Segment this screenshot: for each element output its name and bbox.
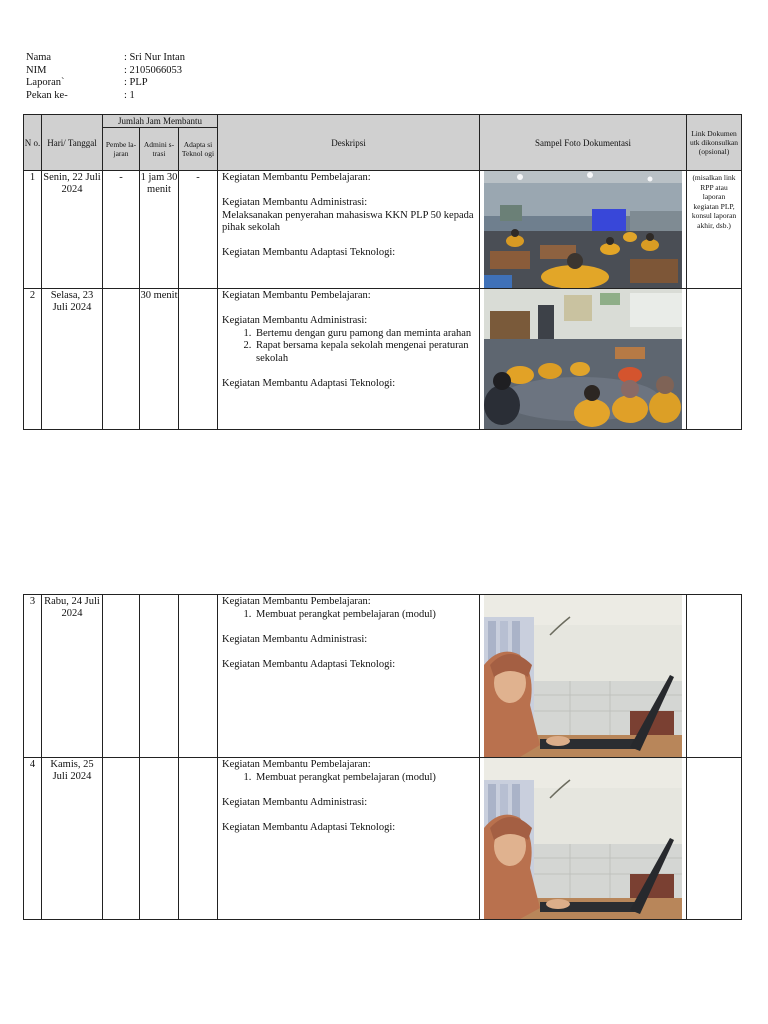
pembelajaran-title: Kegiatan Membantu Pembelajaran: [222, 290, 371, 301]
row-deskripsi [218, 171, 480, 289]
col-header-administrasi: Admini s-trasi [140, 128, 179, 171]
classroom-photo [480, 171, 686, 288]
photo-cell [480, 289, 687, 430]
list-item: 2. Rapat bersama kepala sekolah mengenai peraturan sekolah [254, 340, 475, 365]
col-header-deskripsi: Deskripsi [218, 115, 480, 171]
administrasi-title: Kegiatan Membantu Administrasi: [222, 796, 368, 808]
activity-table-page1 [23, 114, 742, 430]
administrasi-text: Melaksanakan penyerahan mahasiswa KKN PLP 50 kepada pihak sekolah [222, 209, 474, 233]
student-info [26, 52, 185, 102]
row-pembelajaran: - [103, 171, 140, 289]
row-hari: Selasa, 23 Juli 2024 [42, 289, 103, 430]
row-deskripsi [218, 758, 480, 920]
teknologi-title: Kegiatan Membantu Adaptasi Teknologi: [222, 658, 396, 670]
pekan-label: Pekan ke- [26, 89, 68, 101]
pembelajaran-list [222, 772, 475, 785]
nim-label: NIM [26, 64, 47, 76]
row-no: 3 [24, 595, 42, 758]
pembelajaran-title: Kegiatan Membantu Pembelajaran: [222, 596, 371, 607]
link-cell [687, 595, 742, 758]
list-item: 1. Membuat perangkat pembelajaran (modul) [254, 772, 475, 785]
administrasi-title: Kegiatan Membantu Administrasi: [222, 315, 368, 326]
list-item: 1. Bertemu dengan guru pamong dan meminta arahan [254, 328, 475, 341]
activity-table-page2 [23, 594, 742, 920]
teknologi-title: Kegiatan Membantu Adaptasi Teknologi: [222, 247, 396, 258]
row-no: 1 [24, 171, 42, 289]
nama-label: Nama [26, 52, 52, 63]
row-adaptasi [179, 289, 218, 430]
row-administrasi [140, 758, 179, 920]
row-pembelajaran [103, 289, 140, 430]
nama-value: : Sri Nur Intan [124, 52, 185, 63]
list-item: 1. Membuat perangkat pembelajaran (modul) [254, 609, 475, 622]
col-header-jumlah-jam: Jumlah Jam Membantu [103, 115, 218, 128]
row-pembelajaran [103, 758, 140, 920]
table-row [24, 171, 742, 289]
pekan-value: : 1 [124, 89, 135, 101]
nim-value: : 2105066053 [124, 64, 183, 76]
table-row [24, 595, 742, 758]
meeting-photo [480, 289, 686, 429]
row-administrasi [140, 595, 179, 758]
administrasi-title: Kegiatan Membantu Administrasi: [222, 197, 368, 208]
table-row [24, 289, 742, 430]
laporan-label: Laporan` [26, 77, 65, 88]
link-note: (misalkan link RPP atau laporan kegiatan PLP, konsul laporan akhir, dsb.) [687, 171, 742, 289]
photo-cell [480, 171, 687, 289]
col-header-pembelajaran: Pembe la- jaran [103, 128, 140, 171]
col-header-foto: Sampel Foto Dokumentasi [480, 115, 687, 171]
col-header-link: Link Dokumen utk dikonsulkan (opsional) [687, 115, 742, 171]
col-header-adaptasi: Adapta si Teknol ogi [179, 128, 218, 171]
row-deskripsi [218, 595, 480, 758]
row-pembelajaran [103, 595, 140, 758]
row-adaptasi [179, 595, 218, 758]
row-administrasi: 1 jam 30 menit [140, 171, 179, 289]
col-header-hari: Hari/ Tanggal [42, 115, 103, 171]
row-deskripsi [218, 289, 480, 430]
pembelajaran-title: Kegiatan Membantu Pembelajaran: [222, 172, 371, 183]
table-row [24, 758, 742, 920]
photo-cell [480, 595, 687, 758]
laptop-photo [480, 758, 686, 919]
photo-cell [480, 758, 687, 920]
administrasi-list [222, 328, 475, 366]
teknologi-title: Kegiatan Membantu Adaptasi Teknologi: [222, 821, 396, 833]
link-cell [687, 758, 742, 920]
row-hari: Kamis, 25 Juli 2024 [42, 758, 103, 920]
row-hari: Senin, 22 Juli 2024 [42, 171, 103, 289]
laporan-value: : PLP [124, 77, 148, 88]
row-administrasi: 30 menit [140, 289, 179, 430]
teknologi-title: Kegiatan Membantu Adaptasi Teknologi: [222, 377, 396, 389]
row-adaptasi [179, 758, 218, 920]
laptop-photo [480, 595, 686, 757]
row-hari: Rabu, 24 Juli 2024 [42, 595, 103, 758]
link-cell [687, 289, 742, 430]
pembelajaran-title: Kegiatan Membantu Pembelajaran: [222, 759, 371, 770]
row-no: 2 [24, 289, 42, 430]
col-header-no: N o. [24, 115, 42, 171]
row-adaptasi: - [179, 171, 218, 289]
administrasi-title: Kegiatan Membantu Administrasi: [222, 633, 368, 645]
row-no: 4 [24, 758, 42, 920]
pembelajaran-list [222, 609, 475, 622]
